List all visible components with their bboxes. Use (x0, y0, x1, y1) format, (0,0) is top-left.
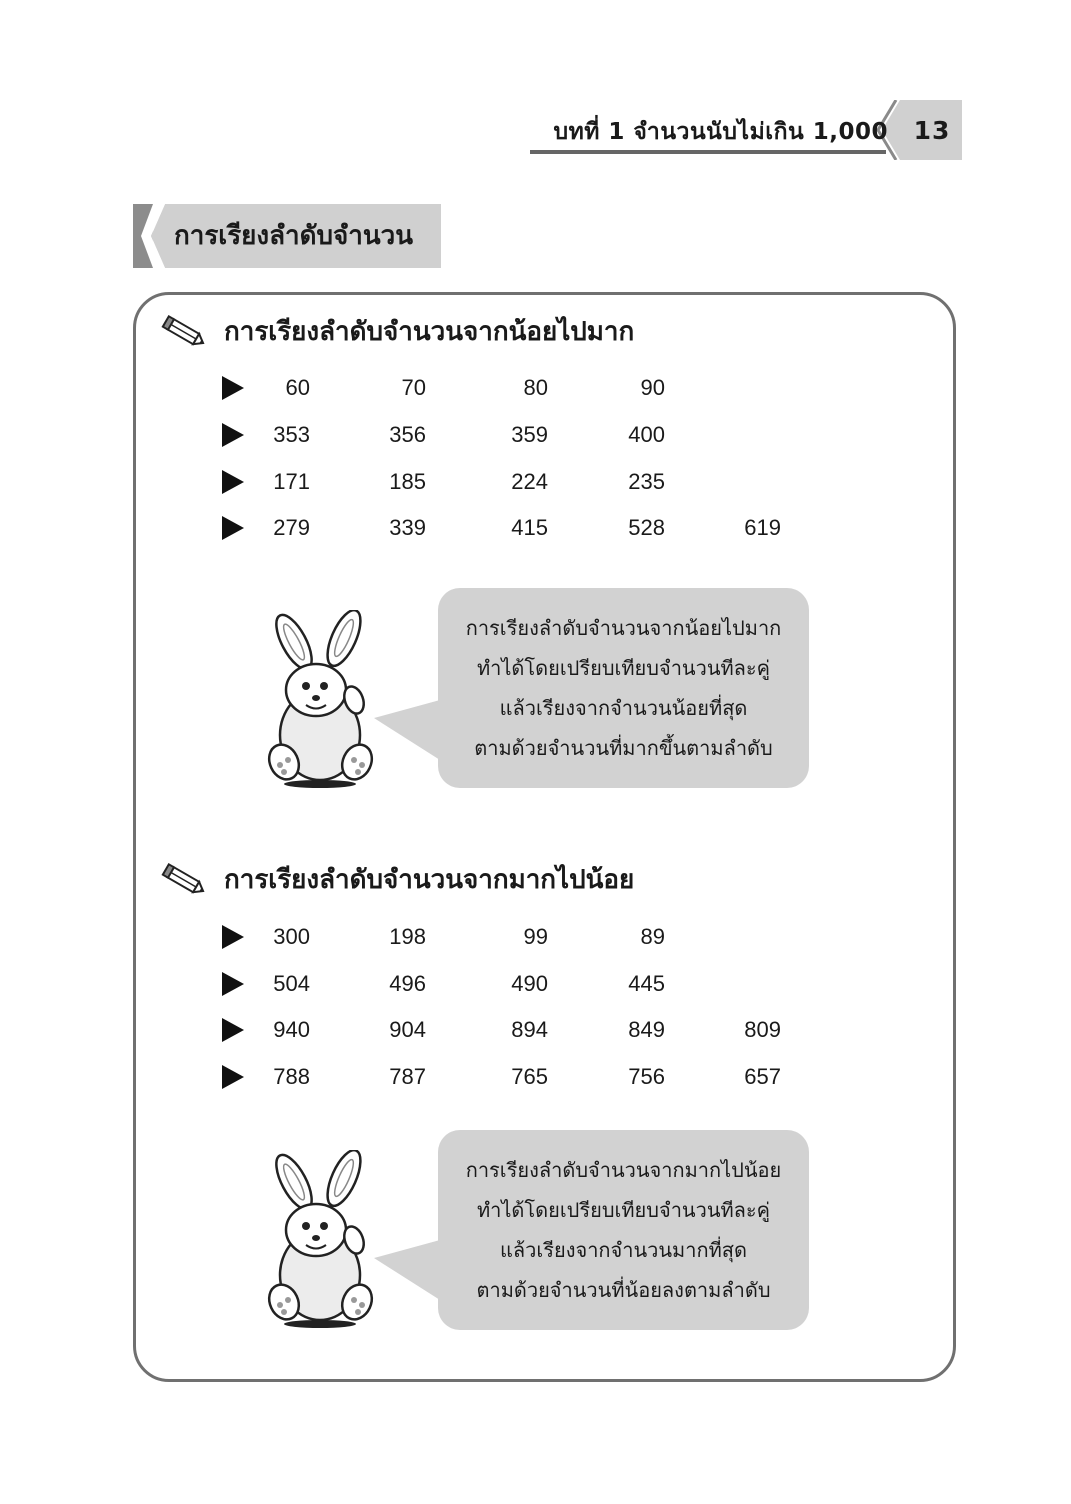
number-cell: 235 (628, 469, 665, 494)
number-cell: 99 (523, 924, 548, 949)
number-cell: 619 (744, 515, 781, 540)
note-line: แล้วเรียงจากจำนวนน้อยที่สุด (499, 696, 748, 720)
pencil-icon (160, 312, 208, 352)
note-line: ตามด้วยจำนวนที่น้อยลงตามลำดับ (476, 1278, 771, 1302)
number-cell: 356 (389, 422, 426, 447)
number-cell: 904 (389, 1017, 426, 1042)
ascending-row (220, 417, 820, 453)
note-line: ทำได้โดยเปรียบเทียบจำนวนทีละคู่ (476, 656, 771, 680)
number-cell: 353 (273, 422, 310, 447)
number-cell: 359 (511, 422, 548, 447)
chapter-underline (530, 150, 886, 154)
ascending-row (220, 464, 820, 500)
rabbit-illustration (262, 1150, 382, 1330)
number-cell: 198 (389, 924, 426, 949)
descending-row (220, 1012, 820, 1048)
number-cell: 528 (628, 515, 665, 540)
note-line: การเรียงลำดับจำนวนจากน้อยไปมาก (465, 616, 782, 640)
note-line: การเรียงลำดับจำนวนจากมากไปน้อย (465, 1158, 782, 1182)
descending-heading: การเรียงลำดับจำนวนจากมากไปน้อย (224, 865, 635, 895)
ascending-heading: การเรียงลำดับจำนวนจากน้อยไปมาก (224, 317, 635, 347)
number-cell: 504 (273, 971, 310, 996)
number-cell: 415 (511, 515, 548, 540)
number-cell: 80 (523, 375, 548, 400)
descending-note-bubble (438, 1130, 809, 1330)
number-cell: 339 (389, 515, 426, 540)
number-cell: 171 (273, 469, 310, 494)
number-cell: 445 (628, 971, 665, 996)
note-line: ตามด้วยจำนวนที่มากขึ้นตามลำดับ (474, 736, 773, 760)
note-line: ทำได้โดยเปรียบเทียบจำนวนทีละคู่ (476, 1198, 771, 1222)
number-cell: 224 (511, 469, 548, 494)
ascending-row (220, 510, 820, 546)
number-cell: 89 (640, 924, 665, 949)
number-cell: 490 (511, 971, 548, 996)
number-cell: 940 (273, 1017, 310, 1042)
number-cell: 60 (285, 375, 310, 400)
number-cell: 300 (273, 924, 310, 949)
bubble-tail (374, 1240, 444, 1320)
number-cell: 788 (273, 1064, 310, 1089)
bubble-tail (374, 700, 444, 780)
page-number: 13 (913, 116, 951, 145)
number-cell: 185 (389, 469, 426, 494)
descending-row (220, 919, 820, 955)
number-cell: 279 (273, 515, 310, 540)
number-cell: 657 (744, 1064, 781, 1089)
pencil-icon (160, 860, 208, 900)
number-cell: 787 (389, 1064, 426, 1089)
ascending-row (220, 370, 820, 406)
number-cell: 400 (628, 422, 665, 447)
number-cell: 765 (511, 1064, 548, 1089)
number-cell: 496 (389, 971, 426, 996)
number-cell: 70 (401, 375, 426, 400)
number-cell: 894 (511, 1017, 548, 1042)
note-line: แล้วเรียงจากจำนวนมากที่สุด (500, 1238, 747, 1262)
descending-row (220, 1059, 820, 1095)
section-title: การเรียงลำดับจำนวน (174, 221, 413, 251)
number-cell: 849 (628, 1017, 665, 1042)
number-cell: 809 (744, 1017, 781, 1042)
chapter-title: บทที่ 1 จำนวนนับไม่เกิน 1,000 (553, 119, 888, 145)
descending-row (220, 966, 820, 1002)
number-cell: 756 (628, 1064, 665, 1089)
number-cell: 90 (640, 375, 665, 400)
ascending-note-bubble (438, 588, 809, 788)
rabbit-illustration (262, 610, 382, 790)
